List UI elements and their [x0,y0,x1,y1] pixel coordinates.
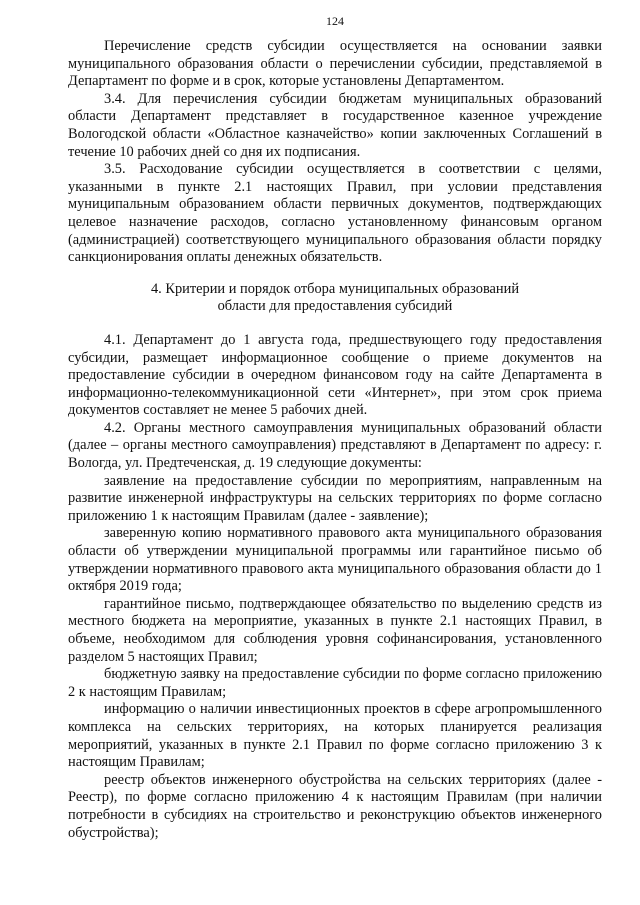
document-item-guarantee-letter: гарантийное письмо, подтверждающее обязательство по выделению средств из местного бюджета на мероприятие, указанных в пункте 2.1 настоящих Правил, в объеме, необходимом для соблюдения уровня софинансирования, установленного разделом 5 настоящих Правил; [68,595,602,665]
paragraph-3-4: 3.4. Для перечисления субсидии бюджетам муниципальных образований области Департамент представляет в государственное казенное учреждение Вологодской области «Областное казначейство» копии заключенных Соглашений в течение 10 рабочих дней со дня их подписания. [68,90,602,160]
document-item-investment-info: информацию о наличии инвестиционных проектов в сфере агропромышленного комплекса на сельских территориях, на которых планируется реализация мероприятий, указанных в пункте 2.1 Правил по форме согласно приложению 3 к настоящим Правилам; [68,701,602,771]
paragraph-4-1: 4.1. Департамент до 1 августа года, предшествующего году предоставления субсидии, размещает информационное сообщение о приеме документов на предоставление субсидии в очередном финансовом году на сайте Департамента в информационно-телекоммуникационной сети «Интернет», при этом срок приема документов составляет не менее 5 рабочих дней. [68,331,602,419]
section-heading-4 [68,281,602,316]
section-heading-line-2: области для предоставления субсидий [217,298,453,315]
document-item-legal-act-copy: заверенную копию нормативного правового акта муниципального образования области об утверждении муниципальной программы или гарантийное письмо об утверждении нормативного правового акта муниципального образования области до 1 октября 2019 года; [68,525,602,595]
page-number: 124 [326,14,344,28]
document-item-application: заявление на предоставление субсидии по мероприятиям, направленным на развитие инженерной инфраструктуры на сельских территориях по форме согласно приложению 1 к настоящим Правилам (далее - заявление); [68,472,602,524]
section-heading-line-1: 4. Критерии и порядок отбора муниципальных образований [150,280,520,297]
paragraph-4-2: 4.2. Органы местного самоуправления муниципальных образований области (далее – органы местного самоуправления) представляют в Департамент по адресу: г. Вологда, ул. Предтеченская, д. 19 следующие документы: [68,419,602,472]
paragraph-transfer-basis: Перечисление средств субсидии осуществляется на основании заявки муниципального образования области о перечислении субсидии, представляемой в Департамент по форме и в срок, которые установлены Департаментом. [68,38,602,90]
paragraph-3-5: 3.5. Расходование субсидии осуществляется в соответствии с целями, указанными в пункте 2.1 настоящих Правил, при условии представления муниципальным образованием области первичных документов, подтверждающих целевое назначение расходов, согласно установленному финансовым органом (администрацией) соответствующего муниципального образования области порядку санкционирования оплаты денежных обязательств. [68,161,602,266]
document-item-budget-request: бюджетную заявку на предоставление субсидии по форме согласно приложению 2 к настоящим Правилам; [68,666,602,700]
document-item-registry: реестр объектов инженерного обустройства на сельских территориях (далее - Реестр), по форме согласно приложению 4 к настоящим Правилам (при наличии потребности в субсидиях на строительство и реконструкцию объектов инженерного обустройства); [68,771,602,841]
